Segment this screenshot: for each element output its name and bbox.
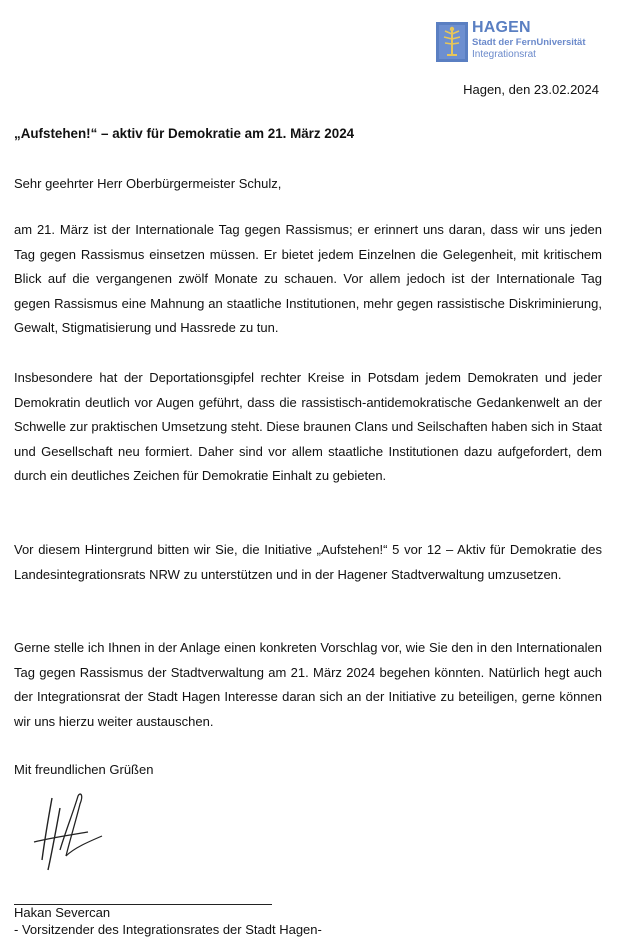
letter-date: Hagen, den 23.02.2024 xyxy=(463,82,599,97)
letter-subject: „Aufstehen!“ – aktiv für Demokratie am 21. März 2024 xyxy=(14,126,355,141)
body-paragraph: am 21. März ist der Internationale Tag gegen Rassismus; er erinnert uns daran, dass wir uns jeden Tag gegen Rassismus einsetzen müssen. Er bietet jedem Einzelnen die Gelegenheit, mit kritischem Blick auf die vergangenen zwölf Monate zu schauen. Vor allem jedoch ist der Internationale Tag gegen Rassismus eine Mahnung an staatliche Institutionen, mehr gegen rassistische Diskriminierung, Gewalt, Stigmatisierung und Hassrede zu tun. xyxy=(14,222,602,336)
body-paragraph: Vor diesem Hintergrund bitten wir Sie, die Initiative „Aufstehen!“ 5 vor 12 – Aktiv für Demokratie des Landesintegrationsrats NRW zu unterstützen und in der Hagener Stadtverwaltung umzusetzen. xyxy=(14,542,602,582)
letter-closing: Mit freundlichen Grüßen xyxy=(14,762,154,777)
signer-name: Hakan Severcan xyxy=(14,905,111,920)
handwritten-signature xyxy=(30,790,110,880)
letterhead-city: HAGEN xyxy=(472,19,531,36)
letterhead-subtitle: Stadt der FernUniversität xyxy=(472,37,586,48)
letterhead-logo xyxy=(436,20,606,64)
body-paragraph: Insbesondere hat der Deportationsgipfel rechter Kreise in Potsdam jedem Demokraten und jeder Demokratin deutlich vor Augen geführt, dass die rassistisch-antidemokratische Gedankenwelt an der Schwelle zur praktischen Umsetzung steht. Diese braunen Clans und Seilschaften haben sich in Staat und Gesellschaft neu formiert. Daher sind vor allem staatliche Institutionen dazu aufgefordert, dem durch ein deutliches Zeichen für Demokratie Einhalt zu gebieten. xyxy=(14,370,602,484)
hagen-coat-of-arms-icon xyxy=(436,22,468,62)
signer-role: - Vorsitzender des Integrationsrates der Stadt Hagen- xyxy=(14,922,322,937)
body-paragraph: Gerne stelle ich Ihnen in der Anlage einen konkreten Vorschlag vor, wie Sie den in den Internationalen Tag gegen Rassismus der Stadtverwaltung am 21. März 2024 begehen könnten. Natürlich hegt auch der Integrationsrat der Stadt Hagen Interesse daran sich an der Initiative zu beteiligen, gerne können wir uns hierzu weiter austauschen. xyxy=(14,640,602,729)
letterhead-department: Integrationsrat xyxy=(472,48,536,60)
letter-salutation: Sehr geehrter Herr Oberbürgermeister Schulz, xyxy=(14,176,282,191)
